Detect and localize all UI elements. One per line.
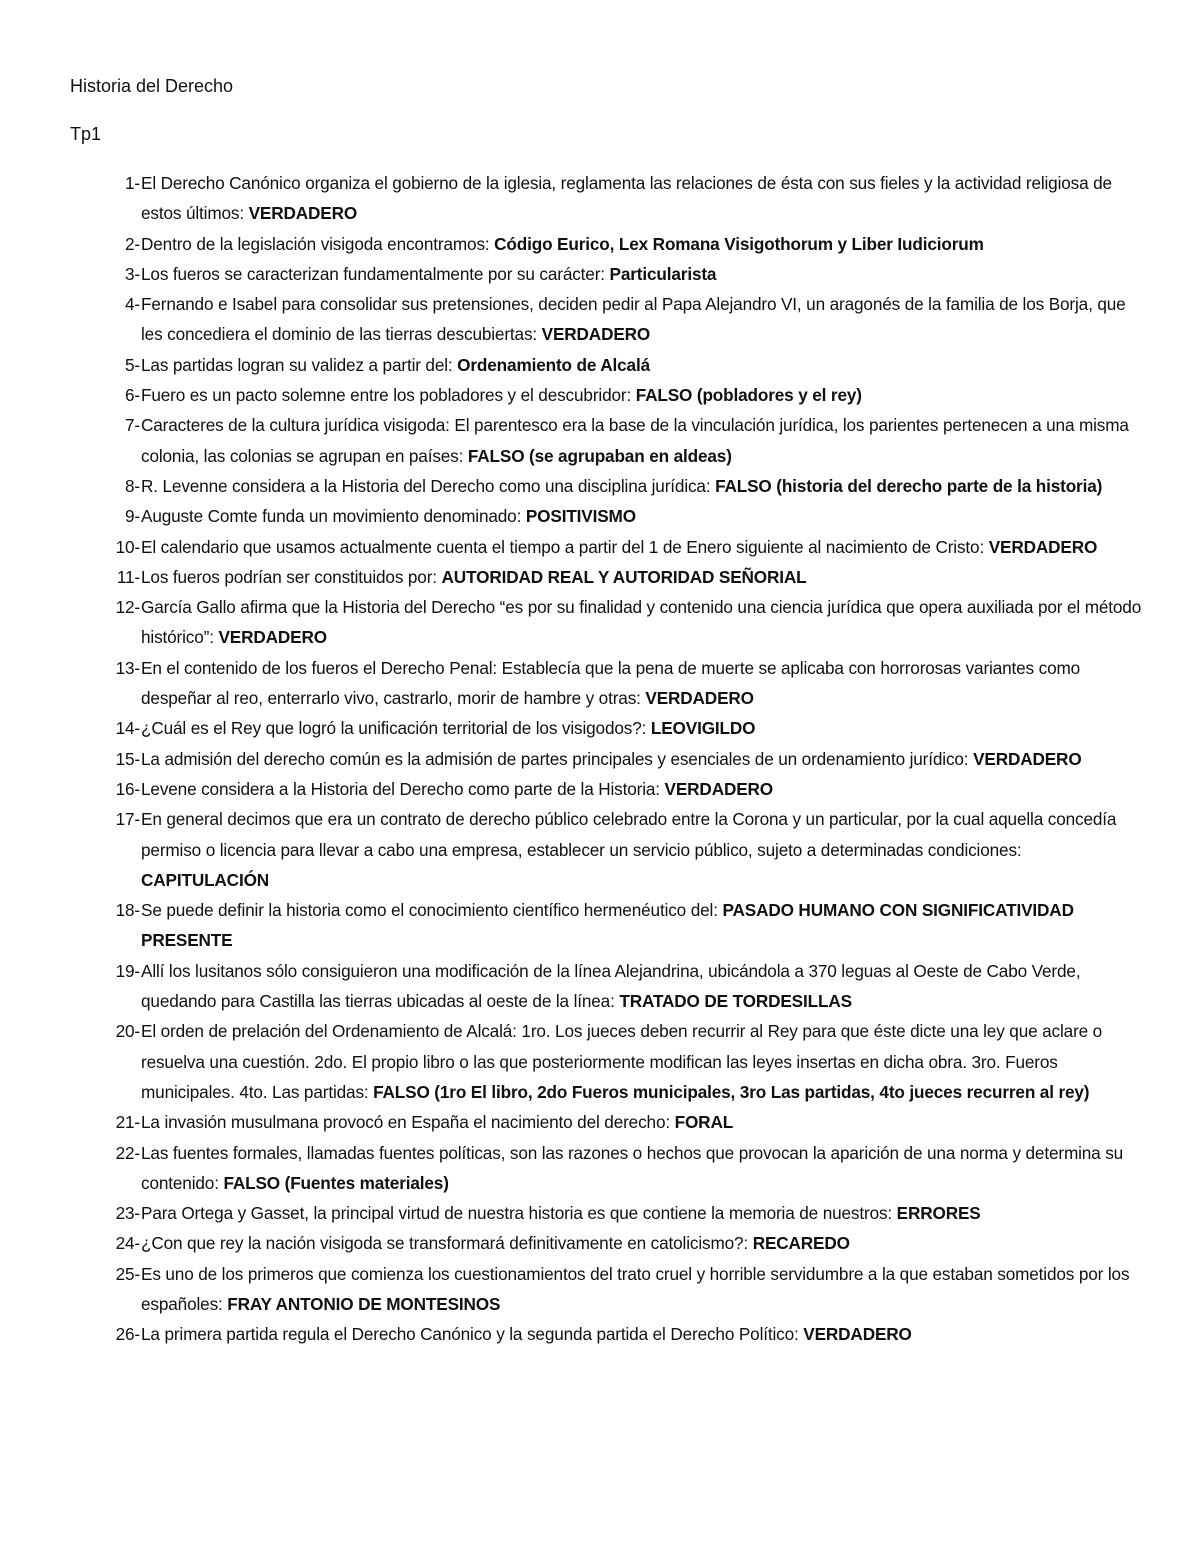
item-answer: TRATADO DE TORDESILLAS <box>619 991 852 1012</box>
item-answer: VERDADERO <box>664 778 774 799</box>
item-answer: Código Eurico, Lex Romana Visigothorum y Liber Iudiciorum <box>494 233 984 254</box>
list-item <box>70 380 1145 410</box>
list-item <box>70 1319 1145 1349</box>
list-item <box>70 501 1145 531</box>
item-question: El Derecho Canónico organiza el gobierno de la iglesia, reglamenta las relaciones de ésta con sus fieles y la actividad religiosa de estos últimos: <box>141 173 1112 224</box>
item-answer: Ordenamiento de Alcalá <box>457 354 650 375</box>
item-question: En general decimos que era un contrato de derecho público celebrado entre la Corona y un particular, por la cual aquella concedía permiso o licencia para llevar a cabo una empresa, establecer un servicio público, sujeto a determinadas condiciones: <box>141 809 1117 860</box>
item-number: 20- <box>115 1021 140 1042</box>
item-answer: AUTORIDAD REAL Y AUTORIDAD SEÑORIAL <box>441 566 807 587</box>
list-item <box>70 895 1145 956</box>
item-answer: FALSO (pobladores y el rey) <box>635 385 862 406</box>
item-answer: VERDADERO <box>973 748 1082 769</box>
item-number: 21- <box>115 1112 140 1133</box>
item-question: La admisión del derecho común es la admisión de partes principales y esenciales de un ordenamiento jurídico: <box>141 748 974 769</box>
item-question: García Gallo afirma que la Historia del Derecho “es por su finalidad y contenido una ciencia jurídica que opera auxiliada por el método histórico”: <box>141 597 1142 648</box>
item-question: ¿Cuál es el Rey que logró la unificación territorial de los visigodos?: <box>141 718 651 739</box>
item-answer: VERDADERO <box>541 324 651 345</box>
item-number: 6- <box>125 385 140 406</box>
list-item <box>70 562 1145 592</box>
list-item <box>70 289 1145 350</box>
item-number: 16- <box>115 778 140 799</box>
item-question: Fuero es un pacto solemne entre los pobladores y el descubridor: <box>141 385 636 406</box>
item-question: El orden de prelación del Ordenamiento de Alcalá: 1ro. Los jueces deben recurrir al Rey para que éste dicte una ley que aclare o resuelva una cuestión. 2do. El propio libro o las que posteriormente modifican las leyes insertas en dicha obra. 3ro. Fueros municipales. 4to. Las partidas: <box>141 1021 1103 1102</box>
list-item <box>70 804 1145 895</box>
item-number: 15- <box>115 748 140 769</box>
item-number: 19- <box>115 960 140 981</box>
item-answer: ERRORES <box>896 1203 981 1224</box>
list-item <box>70 744 1145 774</box>
item-number: 14- <box>115 718 140 739</box>
item-question: R. Levenne considera a la Historia del Derecho como una disciplina jurídica: <box>141 475 716 496</box>
list-item <box>70 1016 1145 1107</box>
item-number: 2- <box>125 233 140 254</box>
item-number: 7- <box>125 415 140 436</box>
item-answer: CAPITULACIÓN <box>141 869 270 890</box>
item-question: Los fueros se caracterizan fundamentalmente por su carácter: <box>141 263 610 284</box>
item-answer: VERDADERO <box>218 627 327 648</box>
question-list <box>70 168 1145 1350</box>
list-item <box>70 532 1145 562</box>
list-item <box>70 259 1145 289</box>
item-number: 12- <box>115 597 140 618</box>
item-number: 11- <box>116 566 140 587</box>
document-page <box>70 72 1145 1350</box>
item-answer: FORAL <box>674 1112 734 1133</box>
item-number: 17- <box>115 809 140 830</box>
item-answer: Particularista <box>609 263 717 284</box>
item-answer: VERDADERO <box>803 1324 912 1345</box>
item-question: Fernando e Isabel para consolidar sus pretensiones, deciden pedir al Papa Alejandro VI, un aragonés de la familia de los Borja, que les concediera el dominio de las tierras descubiertas: <box>141 294 1126 345</box>
item-question: La invasión musulmana provocó en España el nacimiento del derecho: <box>141 1112 675 1133</box>
item-answer: LEOVIGILDO <box>650 718 756 739</box>
item-answer: VERDADERO <box>645 688 754 709</box>
item-question: Es uno de los primeros que comienza los cuestionamientos del trato cruel y horrible servidumbre a la que estaban sometidos por los españoles: <box>141 1263 1130 1314</box>
item-answer: RECAREDO <box>752 1233 850 1254</box>
list-item <box>70 956 1145 1017</box>
list-item <box>70 1198 1145 1228</box>
list-item <box>70 592 1145 653</box>
item-question: Los fueros podrían ser constituidos por: <box>141 566 442 587</box>
document-subtitle: Tp1 <box>70 124 102 144</box>
item-question: Para Ortega y Gasset, la principal virtud de nuestra historia es que contiene la memoria de nuestros: <box>141 1203 897 1224</box>
item-answer: FALSO (se agrupaban en aldeas) <box>467 445 732 466</box>
item-question: Dentro de la legislación visigoda encontramos: <box>141 233 495 254</box>
item-number: 1- <box>125 173 140 193</box>
item-answer: VERDADERO <box>988 536 1098 557</box>
item-number: 10- <box>115 536 140 557</box>
item-number: 3- <box>125 263 140 284</box>
list-item <box>70 1107 1145 1137</box>
item-number: 5- <box>125 354 140 375</box>
item-question: Se puede definir la historia como el conocimiento científico hermenéutico del: <box>141 900 723 921</box>
item-answer: FALSO (historia del derecho parte de la historia) <box>715 475 1103 496</box>
item-question: La primera partida regula el Derecho Canónico y la segunda partida el Derecho Político: <box>141 1324 804 1345</box>
item-number: 18- <box>115 900 140 921</box>
list-item <box>70 168 1145 229</box>
item-answer: POSITIVISMO <box>525 506 636 527</box>
list-item <box>70 410 1145 471</box>
item-question: El calendario que usamos actualmente cuenta el tiempo a partir del 1 de Enero siguiente al nacimiento de Cristo: <box>141 536 989 557</box>
item-number: 22- <box>115 1142 140 1163</box>
item-number: 23- <box>115 1203 140 1224</box>
item-number: 9- <box>125 506 140 527</box>
list-item <box>70 1138 1145 1199</box>
item-number: 13- <box>115 657 140 678</box>
item-question: Las partidas logran su validez a partir del: <box>141 354 458 375</box>
item-question: Levene considera a la Historia del Derecho como parte de la Historia: <box>141 778 665 799</box>
list-item <box>70 1228 1145 1258</box>
list-item <box>70 350 1145 380</box>
item-answer: FRAY ANTONIO DE MONTESINOS <box>227 1293 501 1314</box>
list-item <box>70 229 1145 259</box>
item-question: Auguste Comte funda un movimiento denominado: <box>141 506 526 527</box>
item-number: 25- <box>115 1263 140 1284</box>
item-number: 8- <box>125 475 140 496</box>
item-question: Allí los lusitanos sólo consiguieron una modificación de la línea Alejandrina, ubicándola a 370 leguas al Oeste de Cabo Verde, quedando para Castilla las tierras ubicadas al oeste de la línea: <box>141 960 1081 1012</box>
list-item <box>70 653 1145 714</box>
item-question: Las fuentes formales, llamadas fuentes políticas, son las razones o hechos que provocan la aparición de una norma y determina su contenido: <box>141 1142 1124 1193</box>
item-number: 26- <box>115 1324 140 1345</box>
item-question: Caracteres de la cultura jurídica visigoda: El parentesco era la base de la vinculación jurídica, los parientes pertenecen a una misma colonia, las colonias se agrupan en países: <box>141 415 1129 466</box>
item-answer: FALSO (1ro El libro, 2do Fueros municipales, 3ro Las partidas, 4to jueces recurren al rey) <box>373 1081 1090 1102</box>
item-number: 24- <box>115 1233 140 1254</box>
document-title: Historia del Derecho <box>70 76 234 96</box>
item-question: ¿Con que rey la nación visigoda se transformará definitivamente en catolicismo?: <box>141 1233 753 1254</box>
list-item <box>70 774 1145 804</box>
item-answer: PASADO HUMANO CON SIGNIFICATIVIDAD PRESENTE <box>141 900 1074 951</box>
list-item <box>70 1259 1145 1320</box>
item-answer: FALSO (Fuentes materiales) <box>223 1172 449 1193</box>
item-number: 4- <box>125 294 140 315</box>
list-item <box>70 471 1145 501</box>
list-item <box>70 713 1145 743</box>
item-question: En el contenido de los fueros el Derecho Penal: Establecía que la pena de muerte se aplicaba con horrorosas variantes como despeñar al reo, enterrarlo vivo, castrarlo, morir de hambre y otras: <box>141 657 1081 709</box>
item-answer: VERDADERO <box>248 203 358 224</box>
